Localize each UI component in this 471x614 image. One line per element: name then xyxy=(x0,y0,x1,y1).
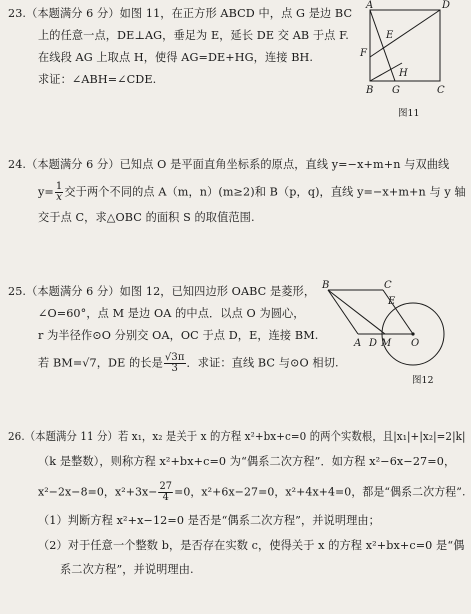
q26-line-4: （1）判断方程 x²+x−12=0 是否是“偶系二次方程”，并说明理由； xyxy=(38,514,380,527)
label-b: B xyxy=(366,85,374,96)
q25-line-4 xyxy=(38,353,339,374)
q23-line-1: 23.（本题满分 6 分）如图 11，在正方形 ABCD 中，点 G 是边 BC xyxy=(8,7,353,20)
figure-11 xyxy=(352,0,462,105)
label-e: E xyxy=(386,30,394,41)
label-g: G xyxy=(392,85,400,96)
label-h: H xyxy=(399,68,408,79)
fraction-sqrt3pi-over-3: $\frac{√3\pi}{3}$ xyxy=(164,352,185,374)
figure-12 xyxy=(318,272,468,372)
q24-line-1: 24.（本题满分 6 分）已知点 O 是平面直角坐标系的原点，直线 y=−x+m+n 与双曲线 xyxy=(8,158,450,171)
label-a2: A xyxy=(354,338,362,349)
q25-line-3: r 为半径作⊙O 分别交 OA，OC 于点 D，E，连接 BM. xyxy=(38,329,319,342)
q25-line-1: 25.（本题满分 6 分）如图 12，已知四边形 OABC 是菱形， xyxy=(8,285,316,298)
label-d2: D xyxy=(369,338,378,349)
q23-line-2: 上的任意一点，DE⊥AG，垂足为 E，延长 DE 交 AB 于点 F. xyxy=(38,29,349,42)
label-d: D xyxy=(442,0,451,11)
q26-line-3-start: x²−2x−8=0，x²+3x− xyxy=(38,485,158,499)
q26-line-1: 26.（本题满分 11 分）若 x₁，x₂ 是关于 x 的方程 x²+bx+c=0 的两个实数根，且|x₁|+|x₂|=2|k| xyxy=(8,430,466,443)
label-c: C xyxy=(437,85,445,96)
q26-line-6: 系二次方程”，并说明理由. xyxy=(60,563,194,576)
q26-line-3 xyxy=(38,482,466,503)
q23-line-4: 求证：∠ABH=∠CDE. xyxy=(38,73,157,86)
figure-12-caption: 图12 xyxy=(412,375,434,386)
label-f: F xyxy=(360,48,367,59)
q25-line-4-rest: ．求证：直线 BC 与⊙O 相切. xyxy=(186,356,339,370)
label-m2: M xyxy=(381,338,392,349)
label-o2: O xyxy=(411,338,420,349)
fraction-1-over-x: $\frac{1}{x}$ xyxy=(55,181,63,203)
label-a: A xyxy=(366,0,374,11)
q24-line-3: 交于点 C，求△OBC 的面积 S 的取值范围. xyxy=(38,211,255,224)
q24-line-2 xyxy=(38,182,466,203)
q23-line-3: 在线段 AG 上取点 H，使得 AG=DE+HG，连接 BH. xyxy=(38,51,314,64)
q25-line-4-start: 若 BM=√7，DE 的长是 xyxy=(38,356,163,370)
q26-line-5: （2）对于任意一个整数 b，是否存在实数 c，使得关于 x 的方程 x²+bx+c=0 是“偶 xyxy=(38,539,465,552)
q26-line-2: （k 是整数），则称方程 x²+bx+c=0 为“偶系二次方程”．如方程 x²−6x−27=0， xyxy=(38,455,456,468)
q24-line-2-rest: 交于两个不同的点 A（m，n）(m≥2)和 B（p，q)，直线 y=−x+m+n 与 y 轴 xyxy=(64,185,466,199)
figure-11-caption: 图11 xyxy=(398,108,420,119)
label-e2: E xyxy=(388,296,396,307)
label-c2: C xyxy=(384,280,392,291)
label-b2: B xyxy=(322,280,330,291)
q26-line-3-rest: =0，x²+6x−27=0，x²+4x+4=0，都是“偶系二次方程”. xyxy=(174,485,466,499)
fraction-27-over-4: $\frac{27}{4}$ xyxy=(159,481,173,503)
q25-line-2: ∠O=60°，点 M 是边 OA 的中点．以点 O 为圆心， xyxy=(38,307,305,320)
q24-eq-start: y= xyxy=(38,185,54,199)
